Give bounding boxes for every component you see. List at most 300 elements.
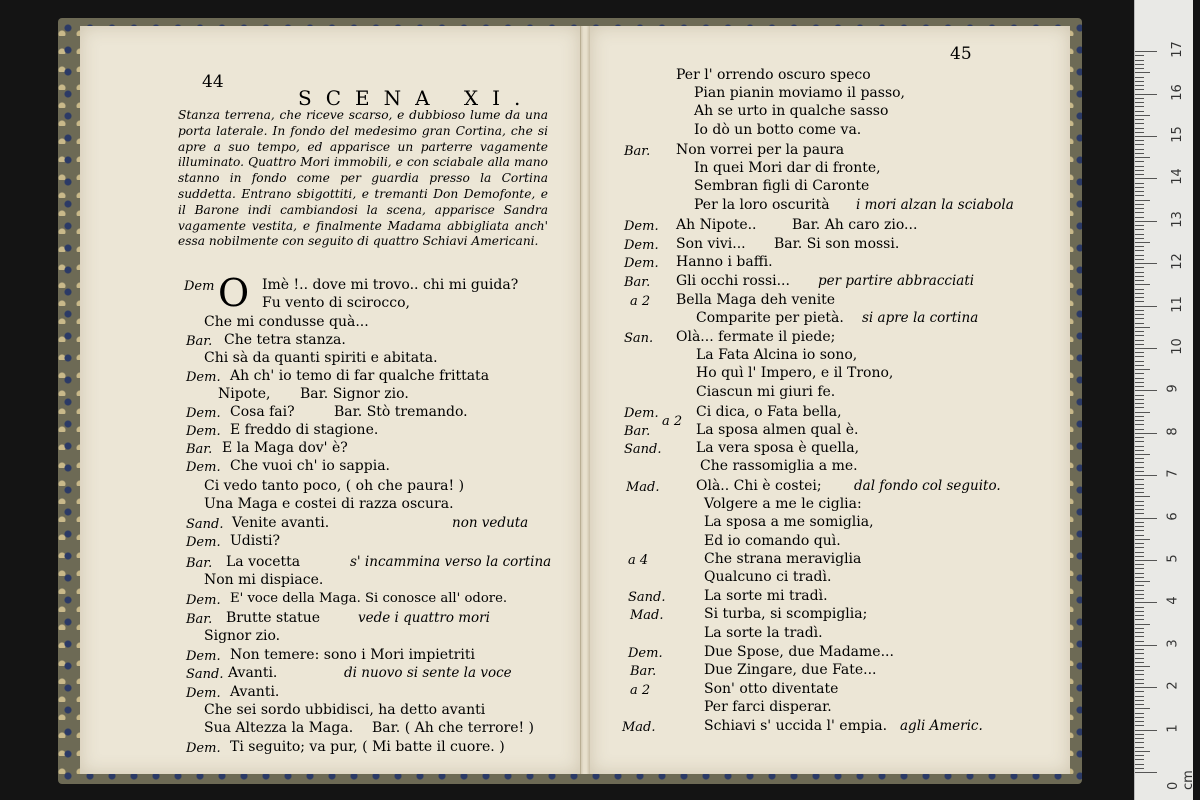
ruler-tick (1135, 458, 1144, 459)
ruler-tick (1135, 674, 1144, 675)
ruler-tick (1135, 221, 1157, 222)
ruler-tick (1135, 195, 1144, 196)
speaker: Bar. (624, 275, 651, 290)
ruler-tick (1135, 352, 1144, 353)
verse-line: Sua Altezza la Maga. (204, 720, 354, 736)
stage-note: i mori alzan la sciabola (856, 197, 1014, 213)
ruler-tick (1135, 373, 1144, 374)
ruler-tick (1135, 395, 1144, 396)
verse-line: Io dò un botto come va. (694, 122, 862, 138)
ruler-tick (1135, 484, 1144, 485)
ruler-tick (1135, 178, 1157, 179)
verse-line: La sorte mi tradì. (704, 588, 828, 604)
measuring-ruler (1134, 0, 1196, 800)
page-number-right: 45 (950, 44, 972, 64)
ruler-tick (1135, 132, 1144, 133)
verse-line: E freddo di stagione. (230, 422, 379, 438)
ruler-tick (1135, 301, 1144, 302)
ruler-label: 5 (1165, 554, 1181, 563)
speaker: Dem (184, 279, 215, 294)
ruler-tick (1135, 314, 1144, 315)
ruler-tick (1135, 658, 1144, 659)
a2-marker: a 2 (662, 414, 683, 429)
ruler-tick (1135, 81, 1144, 82)
ruler-tick (1135, 225, 1144, 226)
ruler-tick (1135, 509, 1144, 510)
ruler-tick (1135, 717, 1144, 718)
stage-note: per partire abbracciati (818, 273, 975, 289)
ruler-tick (1135, 289, 1144, 290)
speaker: Dem. (628, 646, 663, 661)
ruler-tick (1135, 68, 1144, 69)
verse-line: Per farci disperar. (704, 699, 832, 715)
ruler-tick (1135, 403, 1144, 404)
verse-line: Che strana meraviglia (704, 551, 862, 567)
ruler-tick (1135, 267, 1144, 268)
verse-line: La sposa a me somiglia, (704, 514, 874, 530)
ruler-tick (1135, 106, 1144, 107)
verse-line: La vera sposa è quella, (696, 440, 860, 456)
ruler-tick (1135, 259, 1144, 260)
ruler-tick (1135, 539, 1150, 540)
ruler-tick (1135, 641, 1144, 642)
verse-line: Chi sà da quanti spiriti e abitata. (204, 350, 438, 366)
ruler-tick (1135, 293, 1144, 294)
ruler-tick (1135, 522, 1144, 523)
verse-line: Bella Maga deh venite (676, 292, 836, 308)
verse-line: Gli occhi rossi... (676, 273, 790, 289)
ruler-tick (1135, 513, 1144, 514)
ruler-tick (1135, 611, 1144, 612)
inline-speech: Bar. ( Ah che terrore! ) (372, 720, 535, 736)
stage-note: si apre la cortina (862, 310, 979, 326)
ruler-tick (1135, 390, 1157, 391)
ruler-tick (1135, 89, 1144, 90)
ruler-tick (1135, 662, 1144, 663)
ruler-tick (1135, 77, 1144, 78)
verse-line: Ed io comando quì. (704, 533, 841, 549)
verse-line: Son vivi... (676, 236, 746, 252)
scene-title: SCENA XI. (298, 86, 535, 110)
ruler-tick (1135, 526, 1144, 527)
speaker: Dem. (186, 649, 221, 664)
inline-speech: Bar. Stò tremando. (334, 404, 468, 420)
ruler-tick (1135, 318, 1144, 319)
ruler-tick (1135, 356, 1144, 357)
ruler-tick (1135, 361, 1144, 362)
ruler-tick (1135, 85, 1144, 86)
ruler-label: 7 (1165, 469, 1181, 478)
ruler-tick (1135, 467, 1144, 468)
speaker: Dem. (186, 593, 221, 608)
ruler-tick (1135, 149, 1144, 150)
speaker: Bar. (186, 612, 213, 627)
ruler-tick (1135, 585, 1144, 586)
ruler-tick (1135, 488, 1144, 489)
ruler-tick (1135, 696, 1144, 697)
ruler-label: 16 (1169, 83, 1185, 101)
verse-line: Ah se urto in qualche sasso (694, 103, 889, 119)
ruler-tick (1135, 369, 1150, 370)
verse-line: La sorte la tradì. (704, 625, 823, 641)
ruler-tick (1135, 764, 1144, 765)
ruler-tick (1135, 335, 1144, 336)
speaker: Mad. (622, 720, 656, 735)
verse-line: Due Zingare, due Fate... (704, 662, 877, 678)
verse-line: Ho quì l' Impero, e il Trono, (696, 365, 894, 381)
ruler-tick (1135, 556, 1144, 557)
ruler-tick (1135, 246, 1144, 247)
ruler-tick (1135, 471, 1144, 472)
ruler-tick (1135, 386, 1144, 387)
speaker: Bar. (624, 424, 651, 439)
speaker: Sand. (186, 667, 224, 682)
speaker: San. (624, 331, 654, 346)
speaker: a 4 (628, 553, 649, 568)
inline-speech: Bar. Si son mossi. (774, 236, 900, 252)
ruler-tick (1135, 51, 1157, 52)
ruler-label: 0 cm (1166, 770, 1196, 790)
ruler-label: 14 (1169, 168, 1185, 186)
ruler-tick (1135, 161, 1144, 162)
ruler-tick (1135, 187, 1144, 188)
ruler-tick (1135, 412, 1150, 413)
ruler-tick (1135, 619, 1144, 620)
verse-line: Hanno i baffi. (676, 254, 773, 270)
ruler-tick (1135, 590, 1144, 591)
speaker: Bar. (624, 144, 651, 159)
verse-line: Che sei sordo ubbidisci, ha detto avanti (204, 702, 486, 718)
ruler-tick (1135, 344, 1144, 345)
verse-line: La vocetta (226, 554, 301, 570)
ruler-tick (1135, 72, 1150, 73)
ruler-tick (1135, 552, 1144, 553)
ruler-tick (1135, 530, 1144, 531)
ruler-tick (1135, 560, 1157, 561)
dropcap: O (218, 271, 250, 315)
ruler-tick (1135, 636, 1144, 637)
ruler-tick (1135, 734, 1144, 735)
ruler-tick (1135, 594, 1144, 595)
ruler-tick (1135, 496, 1150, 497)
verse-line: Udisti? (230, 533, 281, 549)
ruler-tick (1135, 518, 1157, 519)
ruler-tick (1135, 598, 1144, 599)
ruler-label: 10 (1169, 338, 1185, 355)
ruler-tick (1135, 501, 1144, 502)
ruler-tick (1135, 568, 1144, 569)
ruler-tick (1135, 238, 1144, 239)
ruler-tick (1135, 632, 1144, 633)
verse-line: Ciascun mi giuri fe. (696, 384, 836, 400)
ruler-tick (1135, 454, 1150, 455)
ruler-label: 4 (1165, 596, 1181, 606)
ruler-tick (1135, 547, 1144, 548)
verse-line: Ah Nipote.. (676, 217, 757, 233)
speaker: Mad. (626, 480, 660, 495)
ruler-tick (1135, 437, 1144, 438)
verse-line: Imè !.. dove mi trovo.. chi mi guida? (262, 277, 519, 293)
ruler-tick (1135, 348, 1157, 349)
speaker: Sand. (628, 590, 666, 605)
ruler-tick (1135, 55, 1144, 56)
ruler-label: 17 (1169, 41, 1185, 58)
stage-direction: Stanza terrena, che riceve scarso, e dubbioso lume da una porta laterale. In fondo del medesimo gran Cortina, che si apre a suo tempo, ed apparisce un parterre vagamente illuminato. Quattro Mori immobili, e con sciabale alla mano stanno in fondo come per guardia presso la Cortina suddetta. Entrano sbigottiti, e tremanti Don Demofonte, e il Barone indi cambiandosi la scena, apparisce Sandra vagamente vestita, e finalmente Madama abbigliata anch' essa nobilmente con seguito di quattro Schiavi Americani. (178, 108, 548, 249)
ruler-label: 9 (1165, 384, 1181, 394)
ruler-tick (1135, 446, 1144, 447)
verse-line: Brutte statue (226, 610, 321, 626)
ruler-tick (1135, 191, 1144, 192)
ruler-tick (1135, 573, 1144, 574)
ruler-tick (1135, 64, 1144, 65)
ruler-tick (1135, 505, 1144, 506)
ruler-tick (1135, 429, 1144, 430)
verse-line: Che mi condusse quà... (204, 314, 369, 330)
verse-line: Fu vento di scirocco, (262, 295, 410, 311)
ruler-tick (1135, 94, 1157, 95)
ruler-tick (1135, 479, 1144, 480)
ruler-tick (1135, 208, 1144, 209)
stage-note: s' incammina verso la cortina (350, 554, 552, 570)
ruler-label: 11 (1169, 295, 1185, 313)
verse-line: E la Maga dov' è? (222, 440, 348, 456)
ruler-tick (1135, 738, 1144, 739)
ruler-tick (1135, 420, 1144, 421)
ruler-tick (1135, 242, 1150, 243)
ruler-tick (1135, 174, 1144, 175)
ruler-tick (1135, 628, 1144, 629)
ruler-tick (1135, 433, 1157, 434)
ruler-tick (1135, 407, 1144, 408)
ruler-tick (1135, 687, 1157, 688)
verse-line: Olà.. Chi è costei; (696, 478, 822, 494)
ruler-tick (1135, 115, 1150, 116)
ruler-tick (1135, 683, 1144, 684)
ruler-tick (1135, 140, 1144, 141)
verse-line: Non vorrei per la paura (676, 142, 845, 158)
verse-line: Volgere a me le ciglia: (704, 496, 862, 512)
ruler-tick (1135, 204, 1144, 205)
ruler-label: 13 (1169, 211, 1185, 228)
speaker: Bar. (186, 442, 213, 457)
verse-line: Per l' orrendo oscuro speco (676, 67, 871, 83)
ruler-tick (1135, 649, 1144, 650)
ruler-tick (1135, 704, 1144, 705)
speaker: Dem. (186, 741, 221, 756)
ruler-tick (1135, 297, 1144, 298)
verse-line: Due Spose, due Madame... (704, 644, 894, 660)
ruler-tick (1135, 645, 1157, 646)
ruler-tick (1135, 679, 1144, 680)
stage-note: agli Americ. (900, 718, 983, 734)
ruler-tick (1135, 98, 1144, 99)
speaker: Dem. (186, 686, 221, 701)
ruler-tick (1135, 212, 1144, 213)
verse-line: Son' otto diventate (704, 681, 839, 697)
ruler-tick (1135, 144, 1144, 145)
speaker: Dem. (186, 424, 221, 439)
ruler-tick (1135, 60, 1144, 61)
ruler-tick (1135, 119, 1144, 120)
ruler-tick (1135, 602, 1157, 603)
verse-line: Cosa fai? (230, 404, 295, 420)
ruler-tick (1135, 708, 1150, 709)
ruler-tick (1135, 700, 1144, 701)
ruler-tick (1135, 577, 1144, 578)
ruler-tick (1135, 183, 1144, 184)
speaker: Dem. (186, 535, 221, 550)
ruler-tick (1135, 166, 1144, 167)
verse-line: Qualcuno ci tradì. (704, 569, 832, 585)
ruler-tick (1135, 721, 1144, 722)
ruler-tick (1135, 535, 1144, 536)
ruler-tick (1135, 691, 1144, 692)
ruler-tick (1135, 564, 1144, 565)
inline-speech: Bar. Ah caro zio... (792, 217, 918, 233)
ruler-tick (1135, 670, 1144, 671)
ruler-label: 6 (1165, 511, 1181, 521)
ruler-tick (1135, 310, 1144, 311)
verse-line: Una Maga e costei di razza oscura. (204, 496, 454, 512)
speaker: a 2 (630, 683, 651, 698)
speaker: a 2 (630, 294, 651, 309)
ruler-label: 2 (1165, 681, 1181, 690)
ruler-label: 8 (1165, 427, 1181, 436)
ruler-tick (1135, 747, 1144, 748)
stage-note: dal fondo col seguito. (854, 478, 1001, 494)
speaker: Bar. (186, 556, 213, 571)
speaker: Dem. (186, 370, 221, 385)
ruler-tick (1135, 492, 1144, 493)
speaker: Dem. (624, 219, 659, 234)
ruler-tick (1135, 755, 1144, 756)
verse-line: Ah ch' io temo di far qualche frittata (230, 368, 490, 384)
ruler-tick (1135, 653, 1144, 654)
ruler-tick (1135, 450, 1144, 451)
speaker: Dem. (624, 238, 659, 253)
ruler-tick (1135, 229, 1144, 230)
speaker: Dem. (624, 406, 659, 421)
ruler-tick (1135, 200, 1150, 201)
verse-line: Non mi dispiace. (204, 572, 324, 588)
verse-line: Comparite per pietà. (696, 310, 844, 326)
verse-line: Che vuoi ch' io sappia. (230, 458, 390, 474)
ruler-label: 15 (1169, 126, 1185, 143)
ruler-tick (1135, 462, 1144, 463)
ruler-tick (1135, 725, 1144, 726)
stage-note: non veduta (452, 515, 529, 531)
ruler-tick (1135, 751, 1150, 752)
ruler-tick (1135, 759, 1144, 760)
verse-line: Ci dica, o Fata bella, (696, 404, 842, 420)
ruler-tick (1135, 607, 1144, 608)
ruler-tick (1135, 615, 1144, 616)
ruler-tick (1135, 250, 1144, 251)
ruler-tick (1135, 280, 1144, 281)
verse-line: Si turba, si scompiglia; (704, 606, 868, 622)
ruler-tick (1135, 327, 1150, 328)
verse-line: Ti seguito; va pur, ( Mi batte il cuore. ) (230, 739, 505, 755)
ruler-tick (1135, 742, 1144, 743)
stage-note: vede i quattro mori (358, 610, 490, 626)
verse-line: Olà... fermate il piede; (676, 329, 836, 345)
ruler-tick (1135, 666, 1150, 667)
ruler-tick (1135, 713, 1144, 714)
verse-line: Per la loro oscurità (694, 197, 830, 213)
verse-line: Sembran figli di Caronte (694, 178, 870, 194)
inline-speech: Bar. Signor zio. (300, 386, 409, 402)
ruler-tick (1135, 217, 1144, 218)
ruler-tick (1135, 272, 1144, 273)
ruler-tick (1135, 365, 1144, 366)
verse-line: La sposa almen qual è. (696, 422, 859, 438)
ruler-tick (1135, 284, 1150, 285)
ruler-tick (1135, 624, 1150, 625)
ruler-tick (1135, 128, 1144, 129)
speaker: Mad. (630, 608, 664, 623)
ruler-tick (1135, 768, 1144, 769)
ruler-tick (1135, 543, 1144, 544)
ruler-tick (1135, 382, 1144, 383)
verse-line: Non temere: sono i Mori impietriti (230, 647, 475, 663)
ruler-tick (1135, 234, 1144, 235)
verse-line: La Fata Alcina io sono, (696, 347, 858, 363)
ruler-tick (1135, 136, 1157, 137)
verse-line: Avanti. (228, 665, 278, 681)
ruler-tick (1135, 730, 1157, 731)
verse-line: Signor zio. (204, 628, 281, 644)
ruler-tick (1135, 441, 1144, 442)
ruler-tick (1135, 331, 1144, 332)
verse-line: Nipote, (218, 386, 271, 402)
ruler-tick (1135, 255, 1144, 256)
verse-line: Che rassomiglia a me. (700, 458, 858, 474)
ruler-label: 1 (1165, 723, 1181, 733)
ruler-tick (1135, 340, 1144, 341)
speaker: Dem. (624, 256, 659, 271)
verse-line: Che tetra stanza. (224, 332, 346, 348)
verse-line: Avanti. (230, 684, 280, 700)
speaker: Sand. (624, 442, 662, 457)
speaker: Sand. (186, 517, 224, 532)
stage-note: di nuovo si sente la voce (344, 665, 512, 681)
verse-line: Ci vedo tanto poco, ( oh che paura! ) (204, 478, 465, 494)
ruler-label: 12 (1169, 253, 1185, 270)
ruler-label: 3 (1165, 639, 1181, 648)
ruler-tick (1135, 399, 1144, 400)
ruler-tick (1135, 276, 1144, 277)
speaker: Dem. (186, 460, 221, 475)
speaker: Bar. (630, 664, 657, 679)
ruler-tick (1135, 475, 1157, 476)
ruler-tick (1135, 170, 1144, 171)
page-number-left: 44 (202, 72, 224, 92)
verse-line: E' voce della Maga. Si conosce all' odore. (230, 591, 508, 606)
ruler-tick (1135, 102, 1144, 103)
ruler-tick (1135, 424, 1144, 425)
verse-line: In quei Mori dar di fronte, (694, 160, 881, 176)
ruler-tick (1135, 581, 1150, 582)
ruler-tick (1135, 263, 1157, 264)
speaker: Dem. (186, 406, 221, 421)
ruler-tick (1135, 772, 1157, 773)
verse-line: Pian pianin moviamo il passo, (694, 85, 906, 101)
ruler-tick (1135, 378, 1144, 379)
speaker: Bar. (186, 334, 213, 349)
ruler-tick (1135, 157, 1150, 158)
ruler-tick (1135, 416, 1144, 417)
ruler-tick (1135, 111, 1144, 112)
